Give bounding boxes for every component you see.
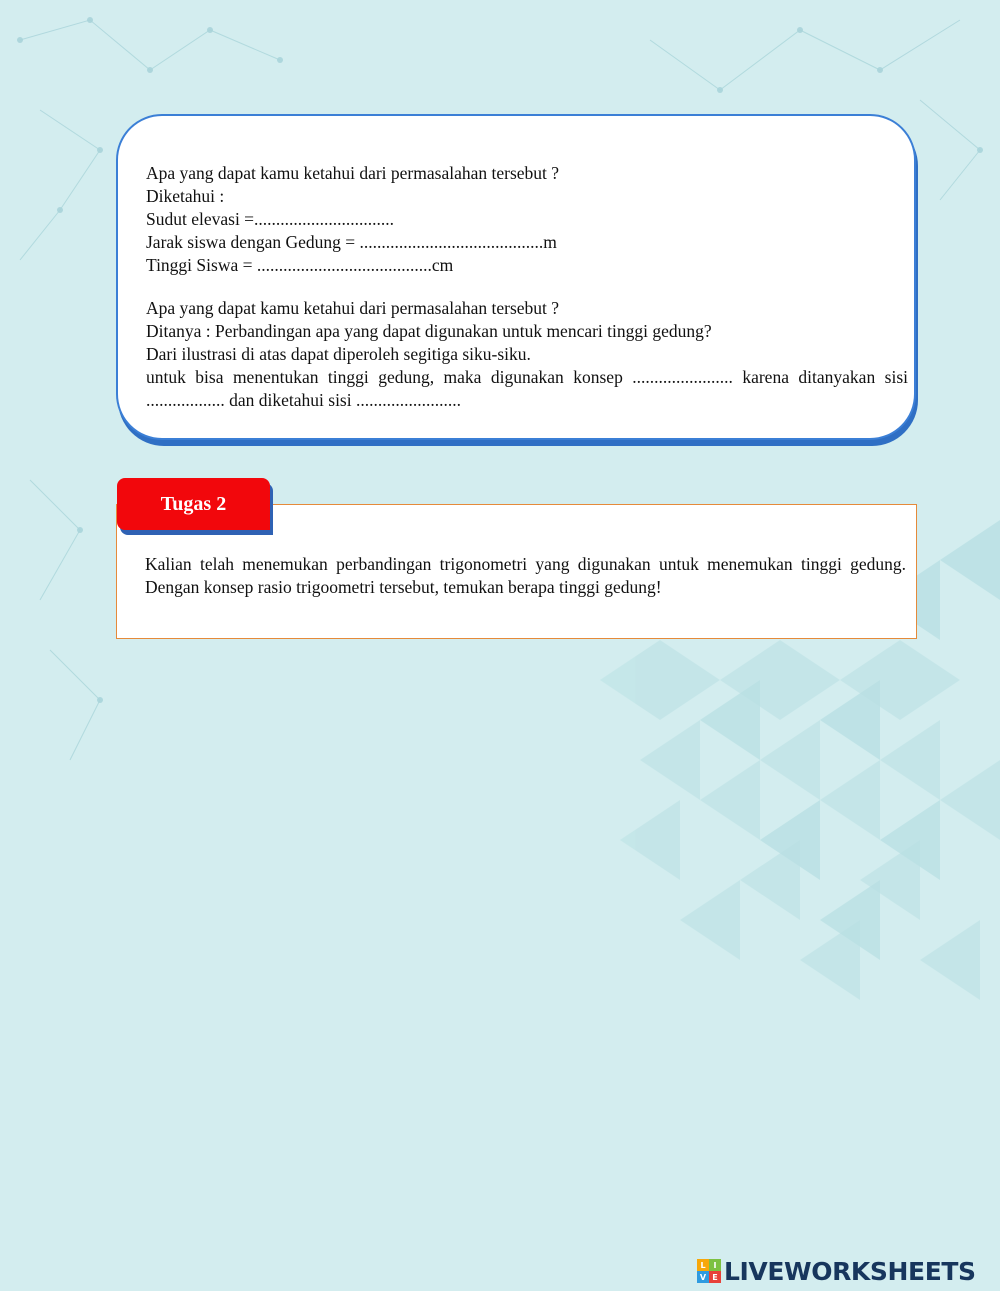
derived-line: Dari ilustrasi di atas dapat diperoleh segitiga siku-siku. [146,344,531,364]
logo-letter-e: E [709,1271,721,1283]
logo-wordmark: LIVEWORKSHEETS [724,1256,976,1286]
known-asked-content [146,162,908,412]
liveworksheets-logo [697,1256,976,1286]
asked-line: Ditanya : Perbandingan apa yang dapat digunakan untuk mencari tinggi gedung? [146,321,712,341]
logo-mark-icon [697,1259,721,1283]
logo-letter-i: I [709,1259,721,1271]
question-1: Apa yang dapat kamu ketahui dari permasalahan tersebut ? [146,163,560,183]
elevation-angle-line: Sudut elevasi =................................ [146,209,395,229]
task-2-text: Kalian telah menemukan perbandingan trigonometri yang digunakan untuk menemukan tinggi gedung. Dengan konsep rasio trigoometri tersebut, temukan berapa tinggi gedung! [145,554,906,597]
known-label: Diketahui : [146,186,225,206]
question-2: Apa yang dapat kamu ketahui dari permasalahan tersebut ? [146,298,560,318]
spacer [146,277,908,297]
student-height-line: Tinggi Siswa = ........................................cm [146,255,454,275]
logo-letter-l: L [697,1259,709,1271]
logo-letter-v: V [697,1271,709,1283]
known-asked-card [116,114,916,440]
concept-line: untuk bisa menentukan tinggi gedung, maka digunakan konsep ....................... karena ditanyakan sisi .................. dan diketahui sisi ........................ [146,367,908,410]
task-2-tab: Tugas 2 [117,478,270,530]
distance-line: Jarak siswa dengan Gedung = ..........................................m [146,232,557,252]
